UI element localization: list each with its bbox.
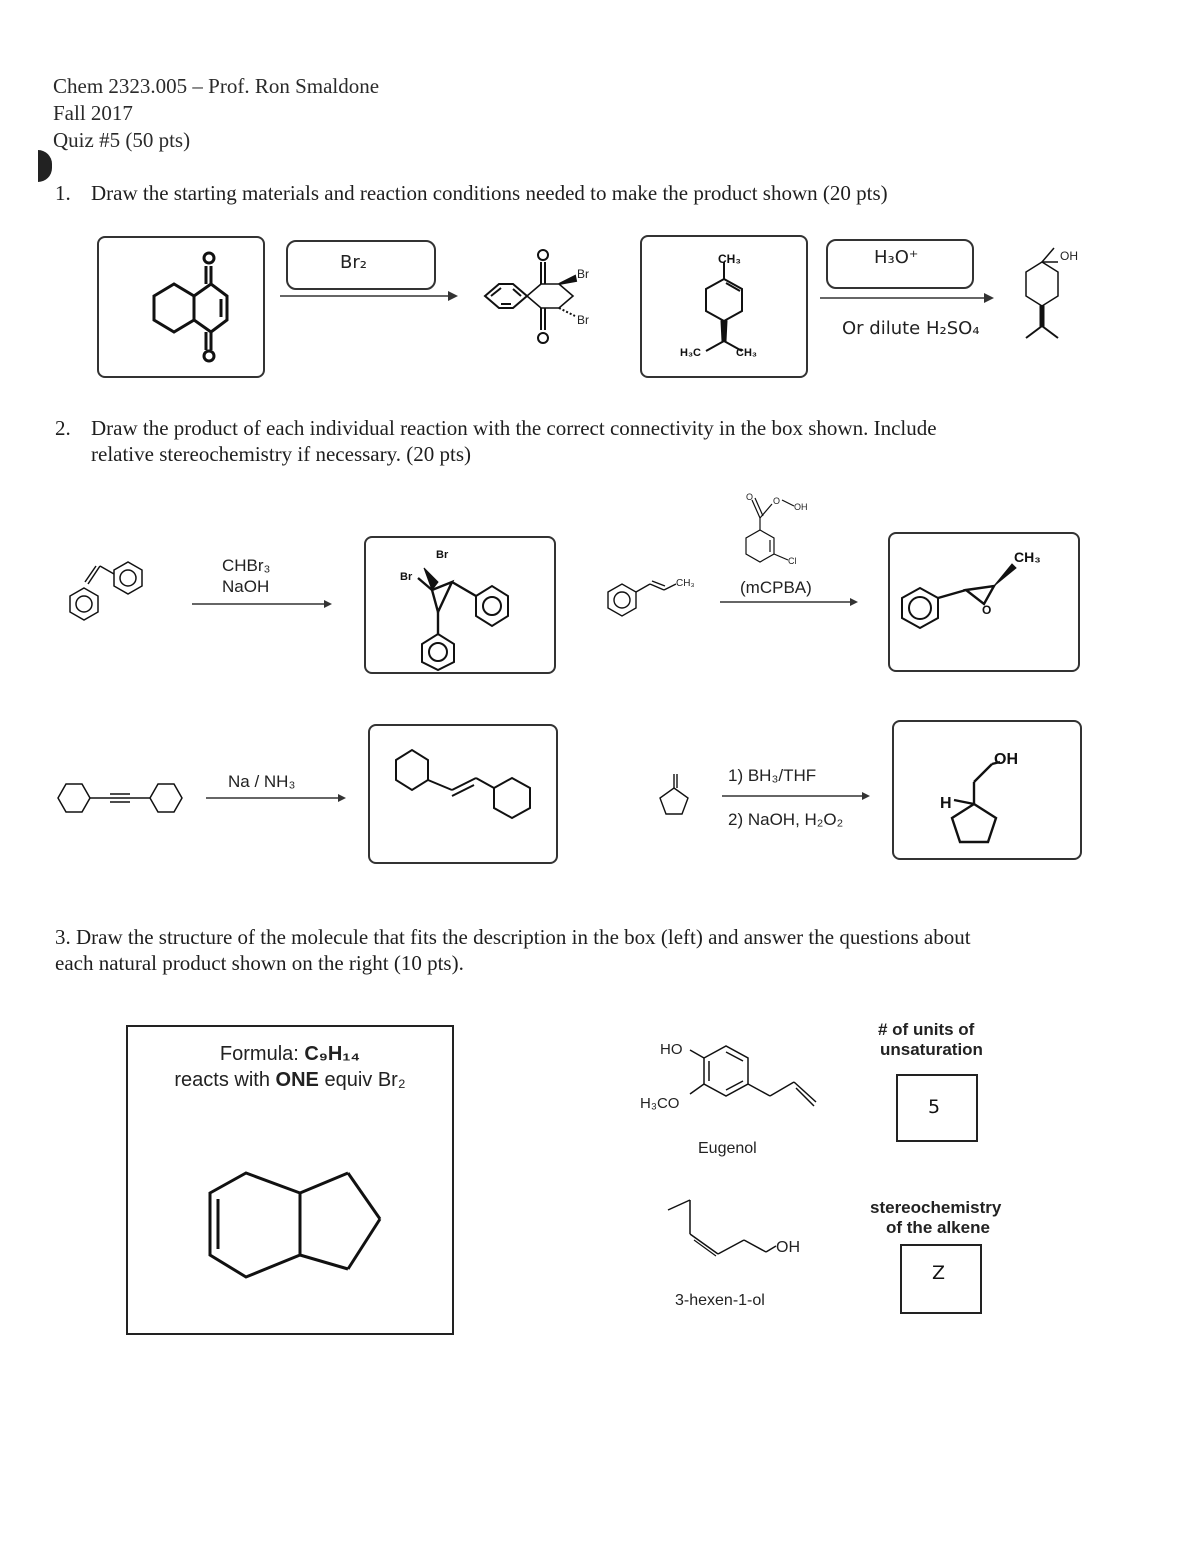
q2-rxn4-answer-box[interactable] bbox=[892, 720, 1082, 860]
q2-rxn4-reagent-line2: 2) NaOH, H₂O₂ bbox=[728, 810, 844, 829]
q2-rxn3-reagent: Na / NH₃ bbox=[228, 772, 296, 791]
q2-rxn2-product-structure bbox=[890, 534, 1078, 670]
q2-rxn1-arrow bbox=[192, 598, 334, 610]
q2-rxn2-starting-material bbox=[604, 572, 716, 624]
q2-rxn2-mcpba-o1: O bbox=[746, 492, 754, 502]
q1a-answer-box[interactable] bbox=[97, 236, 265, 378]
q3-eugenol-h3co: H₃CO bbox=[640, 1095, 680, 1112]
q2-number: 2. bbox=[55, 416, 71, 440]
q1a-reaction-arrow bbox=[280, 290, 460, 302]
q2-rxn1-reagent-line1: CHBr₃ bbox=[222, 556, 271, 575]
q2-rxn1-reagent-line2: NaOH bbox=[222, 577, 270, 596]
q1a-product-br-bottom: Br bbox=[577, 313, 589, 327]
q3-prompt bbox=[55, 924, 971, 976]
q3-unsat-answer: 5 bbox=[928, 1096, 941, 1118]
q3-stereo-answer: Z bbox=[932, 1262, 946, 1284]
semester: Fall 2017 bbox=[53, 101, 133, 125]
q3-reacts-prefix: reacts with bbox=[174, 1069, 276, 1091]
q2-rxn1-product-br-top: Br bbox=[436, 549, 449, 561]
q1-prompt bbox=[55, 180, 888, 206]
q1a-product-br-top: Br bbox=[577, 267, 589, 281]
q3-hexenol-name: 3-hexen-1-ol bbox=[675, 1292, 765, 1309]
page-edge-mark bbox=[38, 150, 52, 182]
q2-rxn2-mcpba-o2: O bbox=[773, 496, 781, 506]
q3-stereo-header-line2: of the alkene bbox=[886, 1218, 990, 1237]
q1b-answer-box[interactable] bbox=[640, 235, 808, 378]
q1a-starting-material-structure bbox=[99, 238, 263, 376]
q1b-reagent-box[interactable] bbox=[826, 239, 974, 289]
q2-rxn2-mcpba-cl: Cl bbox=[788, 556, 797, 566]
q2-rxn2-reagent: (mCPBA) bbox=[740, 578, 812, 597]
q3-text-line1: 3. Draw the structure of the molecule that fits the description in the box (left) and answer the questions about bbox=[55, 925, 971, 949]
q2-rxn2-mcpba-oh: OH bbox=[794, 502, 808, 512]
q2-prompt bbox=[55, 415, 937, 467]
q1b-product-oh: OH bbox=[1060, 249, 1078, 263]
q2-rxn4-reagent-line1: 1) BH₃/THF bbox=[728, 766, 817, 785]
q2-rxn3-starting-material bbox=[56, 778, 188, 818]
q3-text-line2: each natural product shown on the right (10 pts). bbox=[55, 951, 464, 975]
course-title: Chem 2323.005 – Prof. Ron Smaldone bbox=[53, 74, 380, 98]
q2-rxn1-product-br-left: Br bbox=[400, 571, 413, 583]
q2-rxn1-starting-material bbox=[62, 562, 162, 634]
q3-reacts-suffix: equiv Br₂ bbox=[318, 1069, 406, 1091]
q1a-product-structure bbox=[475, 240, 605, 352]
q2-rxn2-product-ch3: CH₃ bbox=[1014, 549, 1041, 565]
q2-rxn2-product-o: O bbox=[982, 603, 992, 617]
q3-reacts-bold: ONE bbox=[275, 1069, 319, 1091]
q2-rxn2-sm-ch3: CH₃ bbox=[676, 578, 695, 589]
q1b-product-structure bbox=[1010, 240, 1100, 355]
q1b-reagent-alternative: Or dilute H₂SO₄ bbox=[842, 318, 980, 339]
q1b-sm-ch3-right: CH₃ bbox=[736, 347, 757, 359]
q2-text-line2: relative stereochemistry if necessary. (20 pts) bbox=[91, 442, 471, 466]
q2-rxn2-mcpba-structure bbox=[740, 486, 840, 566]
q3-eugenol-structure bbox=[634, 1030, 834, 1140]
q1b-starting-material-structure bbox=[642, 237, 806, 376]
q2-rxn3-answer-box[interactable] bbox=[368, 724, 558, 864]
q2-rxn4-starting-material bbox=[654, 770, 694, 820]
q3-formula-prefix: Formula: bbox=[219, 1043, 305, 1065]
q2-rxn4-product-oh: OH bbox=[994, 751, 1018, 768]
q1b-sm-h3c: H₃C bbox=[680, 347, 701, 359]
q3-formula: C₉H₁₄ bbox=[304, 1043, 361, 1065]
q2-rxn4-product-structure bbox=[894, 722, 1080, 858]
quiz-title: Quiz #5 (50 pts) bbox=[53, 128, 191, 152]
q1b-sm-ch3: CH₃ bbox=[718, 252, 741, 266]
q3-unsat-answer-box[interactable] bbox=[896, 1074, 978, 1142]
q3-stereo-header-line1: stereochemistry bbox=[870, 1198, 1002, 1217]
q3-unsat-header-line2: unsaturation bbox=[880, 1040, 983, 1059]
q1b-reaction-arrow bbox=[820, 292, 1000, 304]
q2-text-line1: Draw the product of each individual reaction with the correct connectivity in the box shown. Include bbox=[91, 416, 937, 440]
q2-rxn4-arrow bbox=[722, 790, 874, 802]
q3-unsat-header-line1: # of units of bbox=[878, 1020, 975, 1039]
q2-rxn1-product-structure bbox=[366, 538, 554, 672]
q1-text: Draw the starting materials and reaction conditions needed to make the product shown (20 pts) bbox=[91, 181, 888, 205]
q1b-reagent: H₃O⁺ bbox=[874, 247, 919, 268]
q3-formula-answer-box[interactable] bbox=[126, 1025, 454, 1335]
q3-drawn-structure bbox=[128, 1027, 452, 1333]
q3-hexenol-oh: OH bbox=[776, 1239, 800, 1256]
q3-stereo-answer-box[interactable] bbox=[900, 1244, 982, 1314]
q3-eugenol-ho: HO bbox=[660, 1041, 683, 1058]
q2-rxn4-product-h: H bbox=[940, 795, 952, 812]
q3-eugenol-name: Eugenol bbox=[698, 1140, 757, 1157]
q2-rxn2-arrow bbox=[720, 596, 862, 608]
q1a-reagent-box[interactable] bbox=[286, 240, 436, 290]
q2-rxn3-arrow bbox=[206, 792, 348, 804]
q2-rxn1-answer-box[interactable] bbox=[364, 536, 556, 674]
q2-rxn3-product-structure bbox=[370, 726, 556, 862]
q3-hexenol-structure bbox=[656, 1196, 806, 1276]
q1-number: 1. bbox=[55, 181, 71, 205]
q2-rxn2-answer-box[interactable] bbox=[888, 532, 1080, 672]
q1a-reagent: Br₂ bbox=[340, 252, 367, 273]
